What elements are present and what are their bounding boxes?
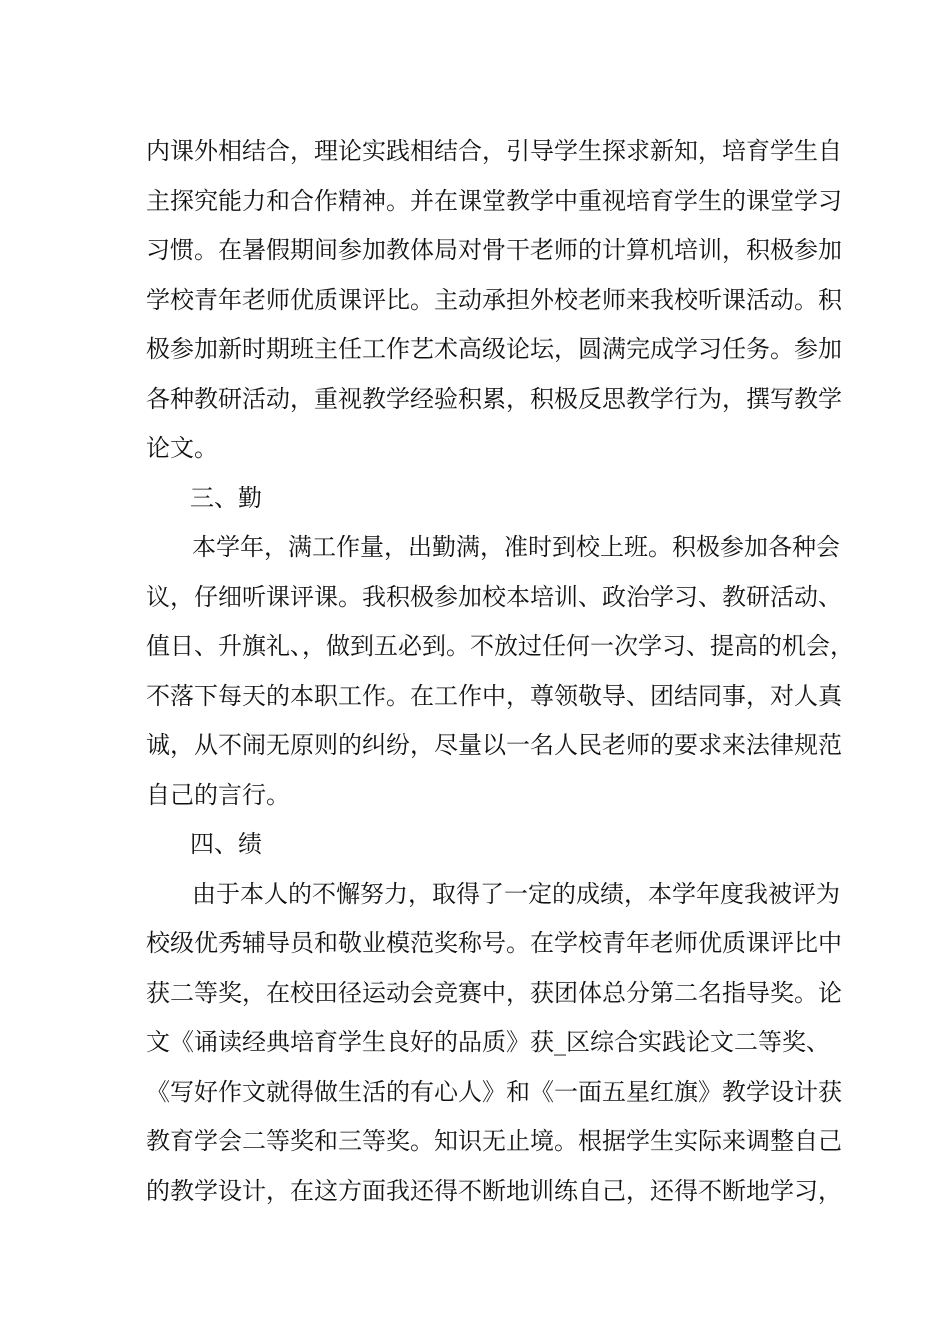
paragraph-line: 各种教研活动，重视教学经验积累，积极反思教学行为，撰写教学 (146, 384, 842, 413)
paragraph-line: 论文。 (146, 434, 218, 462)
paragraph-line: 诚，从不闹无原则的纠纷，尽量以一名人民老师的要求来法律规范 (146, 731, 842, 759)
paragraph-line: 文《诵读经典培育学生良好的品质》获_区综合实践论文二等奖、 (146, 1028, 830, 1056)
paragraph-line: 议，仔细听课评课。我积极参加校本培训、政治学习、教研活动、 (146, 582, 842, 611)
paragraph-line: 不落下每天的本职工作。在工作中，尊领敬导、团结同事，对人真 (146, 681, 842, 710)
paragraph-line: 教育学会二等奖和三等奖。知识无止境。根据学生实际来调整自己 (146, 1127, 842, 1155)
paragraph-line: 主探究能力和合作精神。并在课堂教学中重视培育学生的课堂学习 (146, 186, 842, 215)
section-heading-ji: 四、绩 (190, 830, 262, 858)
paragraph-line: 的教学设计，在这方面我还得不断地训练自己，还得不断地学习， (146, 1176, 842, 1205)
paragraph-line: 由于本人的不懈努力，取得了一定的成绩，本学年度我被评为 (192, 879, 840, 908)
paragraph-line: 本学年，满工作量，出勤满，准时到校上班。积极参加各种会 (192, 533, 840, 561)
paragraph-line: 自己的言行。 (146, 780, 290, 809)
paragraph-line: 《写好作文就得做生活的有心人》和《一面五星红旗》教学设计获 (146, 1077, 842, 1106)
paragraph-line: 值日、升旗礼、，做到五必到。不放过任何一次学习、提高的机会， (146, 632, 854, 660)
paragraph-line: 校级优秀辅导员和敬业模范奖称号。在学校青年老师优质课评比中 (146, 929, 842, 957)
paragraph-line: 极参加新时期班主任工作艺术高级论坛，圆满完成学习任务。参加 (146, 335, 842, 363)
paragraph-line: 学校青年老师优质课评比。主动承担外校老师来我校听课活动。积 (146, 285, 842, 314)
paragraph-line: 获二等奖，在校田径运动会竞赛中，获团体总分第二名指导奖。论 (146, 978, 842, 1007)
paragraph-line: 内课外相结合，理论实践相结合，引导学生探求新知，培育学生自 (146, 137, 842, 165)
paragraph-line: 习惯。在暑假期间参加教体局对骨干老师的计算机培训，积极参加 (146, 236, 842, 264)
document-body (146, 127, 854, 1216)
section-heading-qin: 三、勤 (190, 483, 262, 512)
